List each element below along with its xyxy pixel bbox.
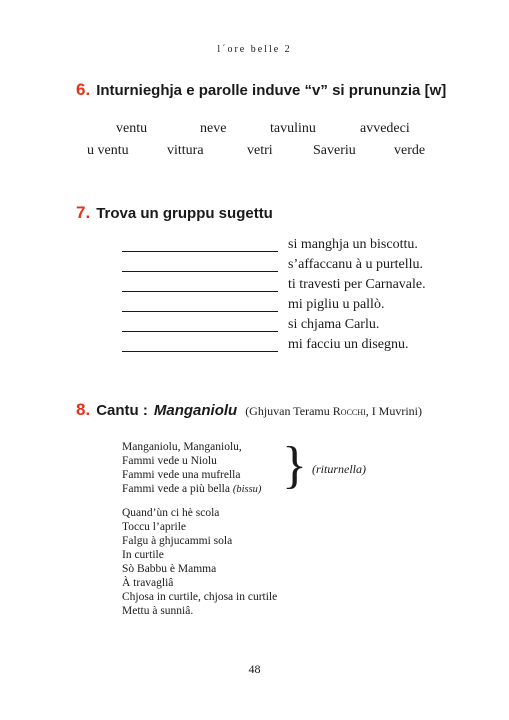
lyric-line: In curtile (122, 549, 164, 561)
lyric-line: À travagliâ (122, 577, 174, 589)
song-credit (245, 404, 422, 419)
answer-blank[interactable] (122, 277, 278, 292)
exercise-6-number: 6. (76, 80, 91, 99)
answer-blank[interactable] (122, 257, 278, 272)
song-verse (122, 506, 277, 618)
word-item: neve (200, 121, 227, 136)
exercise-7-title: Trova un gruppu sugettu (96, 205, 273, 222)
answer-blank[interactable] (122, 297, 278, 312)
exercise-6-title: Inturnieghja e parolle induve “v” si prununzia [w] (96, 82, 447, 99)
exercise-7-heading (76, 203, 273, 223)
sentence-fragment: ti travesti per Carnavale. (288, 277, 426, 292)
lyric-line: Toccu l’aprile (122, 521, 187, 533)
exercise-8-title-prefix: Cantu : (96, 402, 148, 419)
page-number: 48 (248, 662, 261, 676)
lyric-line: Manganiolu, Manganiolu, (122, 441, 242, 453)
word-item: verde (394, 143, 426, 158)
word-item: Saveriu (313, 143, 356, 158)
word-item: u ventu (87, 143, 129, 158)
credit-open: (Ghjuvan Teramu (245, 404, 330, 418)
fill-in-row (122, 232, 426, 252)
lyric-line: Fammi vede una mufrella (122, 469, 241, 481)
credit-name: Rocchi (332, 404, 366, 418)
sentence-fragment: si manghja un biscottu. (288, 237, 418, 252)
chorus-brace: } (282, 437, 307, 494)
lyric-line: Fammi vede u Niolu (122, 455, 217, 467)
lyric-line: Mettu à sunniâ. (122, 605, 194, 617)
answer-blank[interactable] (122, 317, 278, 332)
fill-in-row (122, 312, 426, 332)
lyric-line: Falgu à ghjucammi sola (122, 535, 233, 547)
exercise-7-number: 7. (76, 203, 91, 222)
fill-in-row (122, 252, 426, 272)
lyric-line: Quand’ùn ci hè scola (122, 507, 220, 519)
exercise-8-heading (76, 400, 422, 420)
fill-in-row (122, 292, 426, 312)
sentence-fragment: si chjama Carlu. (288, 317, 380, 332)
lyric-line: Chjosa in curtile, chjosa in curtile (122, 591, 278, 603)
answer-blank[interactable] (122, 237, 278, 252)
song-title: Manganiolu (153, 402, 238, 419)
word-item: vetri (247, 143, 273, 158)
fill-in-row (122, 272, 426, 292)
exercise-6-heading (76, 80, 446, 100)
running-header: l´ore belle 2 (217, 44, 292, 55)
sentence-fragment: mi facciu un disegnu. (288, 337, 409, 352)
word-item: ventu (116, 121, 148, 136)
song-chorus (122, 440, 261, 497)
word-item: vittura (167, 143, 204, 158)
bissu-note: (bissu) (232, 484, 262, 495)
sentence-fragment: mi pigliu u pallò. (288, 297, 385, 312)
word-item: tavulinu (270, 121, 316, 136)
lyric-text: Fammi vede a più bella (122, 483, 230, 495)
lyric-line: Sò Babbu è Mamma (122, 563, 217, 575)
word-item: avvedeci (360, 121, 410, 136)
fill-in-row (122, 332, 426, 352)
credit-close: , I Muvrini) (365, 404, 423, 418)
exercise-8-number: 8. (76, 400, 91, 419)
answer-blank[interactable] (122, 337, 278, 352)
fill-in-list (122, 232, 426, 352)
ritornello-label: (riturnella) (312, 462, 366, 476)
sentence-fragment: s’affaccanu à u purtellu. (288, 257, 424, 272)
lyric-line (122, 482, 261, 497)
